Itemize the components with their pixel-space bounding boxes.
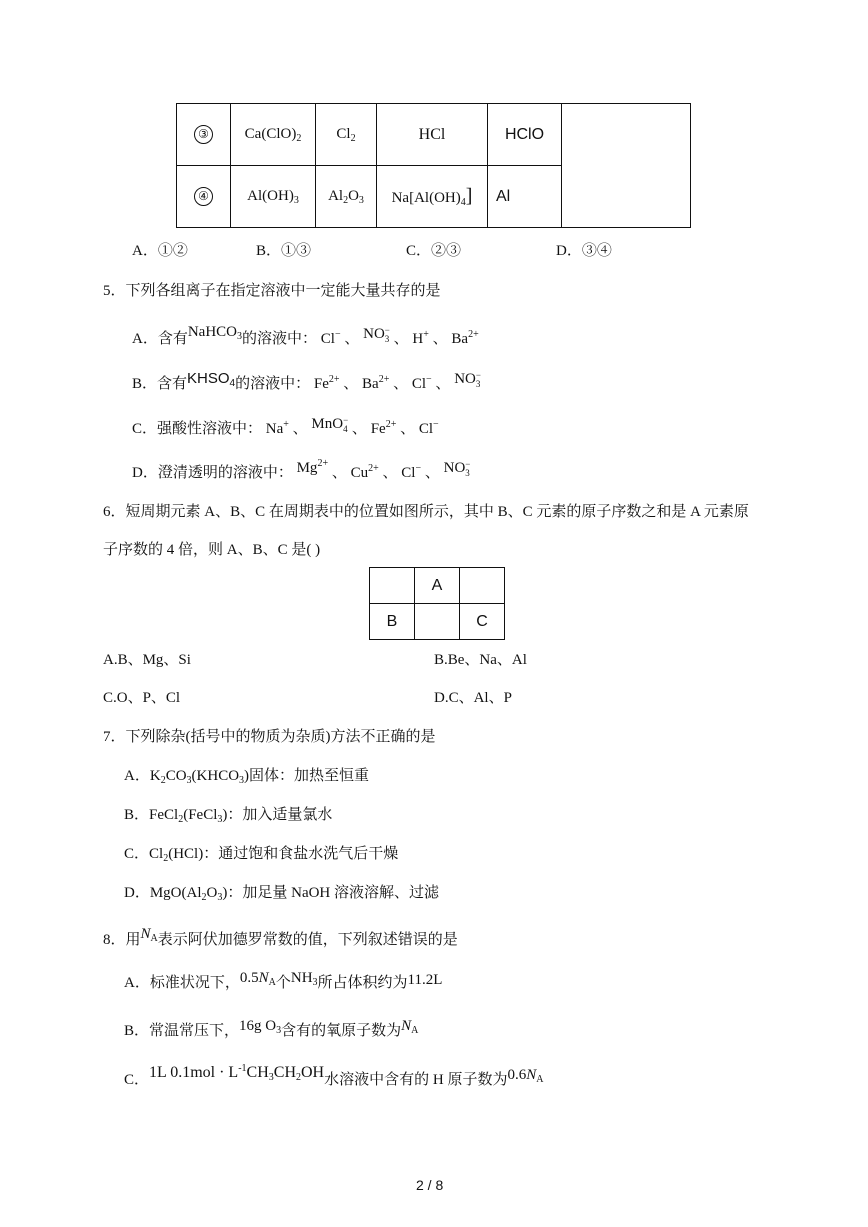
q7-stem: 7．下列除杂(括号中的物质为杂质)方法不正确的是 <box>103 729 436 745</box>
q5-option-c: C．强酸性溶液中： Na+ 、 MnO − 4 、 $Fe^{2+}$ 、 Cl− <box>132 414 439 437</box>
cell-al2o3: $Al_2O_3$ <box>316 166 377 228</box>
grid-empty <box>370 568 415 604</box>
cell-cl2: $Cl_2$ <box>316 104 377 166</box>
grid-empty <box>460 568 505 604</box>
periodic-position-grid <box>369 567 505 640</box>
q7-option-d: D．$MgO(Al_2O_3)$：加足量 NaOH 溶液溶解、过滤 <box>124 885 440 903</box>
cell-hcl: HCl <box>377 104 488 166</box>
q6-stem-line1: 6．短周期元素 A、B、C 在周期表中的位置如图所示，其中 B、C 元素的原子序数之和是 A 元素原 <box>103 504 749 520</box>
q6-option-a: A.B、Mg、Si <box>103 652 191 668</box>
cell-na-al-oh4: $Na[Al(OH)_4]$ <box>377 166 488 228</box>
q4-option-a: A．①② <box>132 243 188 259</box>
q5-option-d: D．澄清透明的溶液中： $Mg^{2+}$ 、 $Cu^{2+}$ 、 Cl− 、 NO − 3 <box>132 458 471 481</box>
grid-cell-b: B <box>370 604 415 640</box>
q6-option-c: C.O、P、Cl <box>103 690 181 706</box>
cell-hclo: HClO <box>488 104 562 166</box>
cell-ca-clo2: $Ca(ClO)_2$ <box>231 104 316 166</box>
row-4-number: ④ <box>177 166 231 228</box>
q8-option-b: B．常温常压下，16g $O_3$含有的氧原子数为$N_A$ <box>124 1018 419 1039</box>
grid-empty <box>415 604 460 640</box>
grid-cell-a: A <box>415 568 460 604</box>
grid-cell-c: C <box>460 604 505 640</box>
reagent-table <box>176 103 691 228</box>
q4-option-d: D．③④ <box>556 243 612 259</box>
q7-option-a: A．$K_2CO_3(KHCO_3)$固体：加热至恒重 <box>124 768 370 786</box>
empty-cell <box>562 104 691 228</box>
row-3-number: ③ <box>177 104 231 166</box>
cell-al-oh3: $Al(OH)_3$ <box>231 166 316 228</box>
cell-al: Al <box>488 166 562 228</box>
q5-option-b: B．含有$KHSO_4$的溶液中： $Fe^{2+}$ 、 $Ba^{2+}$ 、 Cl− 、 NO − 3 <box>132 369 481 392</box>
q7-option-c: C．$Cl_2(HCl)$：通过饱和食盐水洗气后干燥 <box>124 846 399 864</box>
q8-option-c: C．1L $0.1mol \cdot L^{-1}CH_3CH_2OH$水溶液中含有的 H 原子数为$0.6N_A$ <box>124 1063 544 1088</box>
q7-option-b: B．FeCl$_2$(FeCl$_3$)：加入适量氯水 <box>124 807 333 825</box>
q5-option-a: A．含有NaHCO$_3$的溶液中： Cl− 、 NO − 3 、 H+ 、 $Ba^{2+}$ <box>132 324 479 347</box>
q5-stem: 5．下列各组离子在指定溶液中一定能大量共存的是 <box>103 283 441 299</box>
q6-stem-line2: 子序数的 4 倍，则 A、B、C 是( ) <box>103 542 321 558</box>
page-number: 2 / 8 <box>416 1177 444 1193</box>
q8-option-a: A．标准状况下，$0.5N_A$个$NH_3$所占体积约为11.2L <box>124 970 443 991</box>
q6-option-b: B.Be、Na、Al <box>434 652 527 668</box>
q6-option-d: D.C、Al、P <box>434 690 512 706</box>
q8-stem: 8．用$N_A$表示阿伏加德罗常数的值，下列叙述错误的是 <box>103 926 458 948</box>
q4-option-b: B．①③ <box>256 243 312 259</box>
q4-option-c: C．②③ <box>406 243 462 259</box>
